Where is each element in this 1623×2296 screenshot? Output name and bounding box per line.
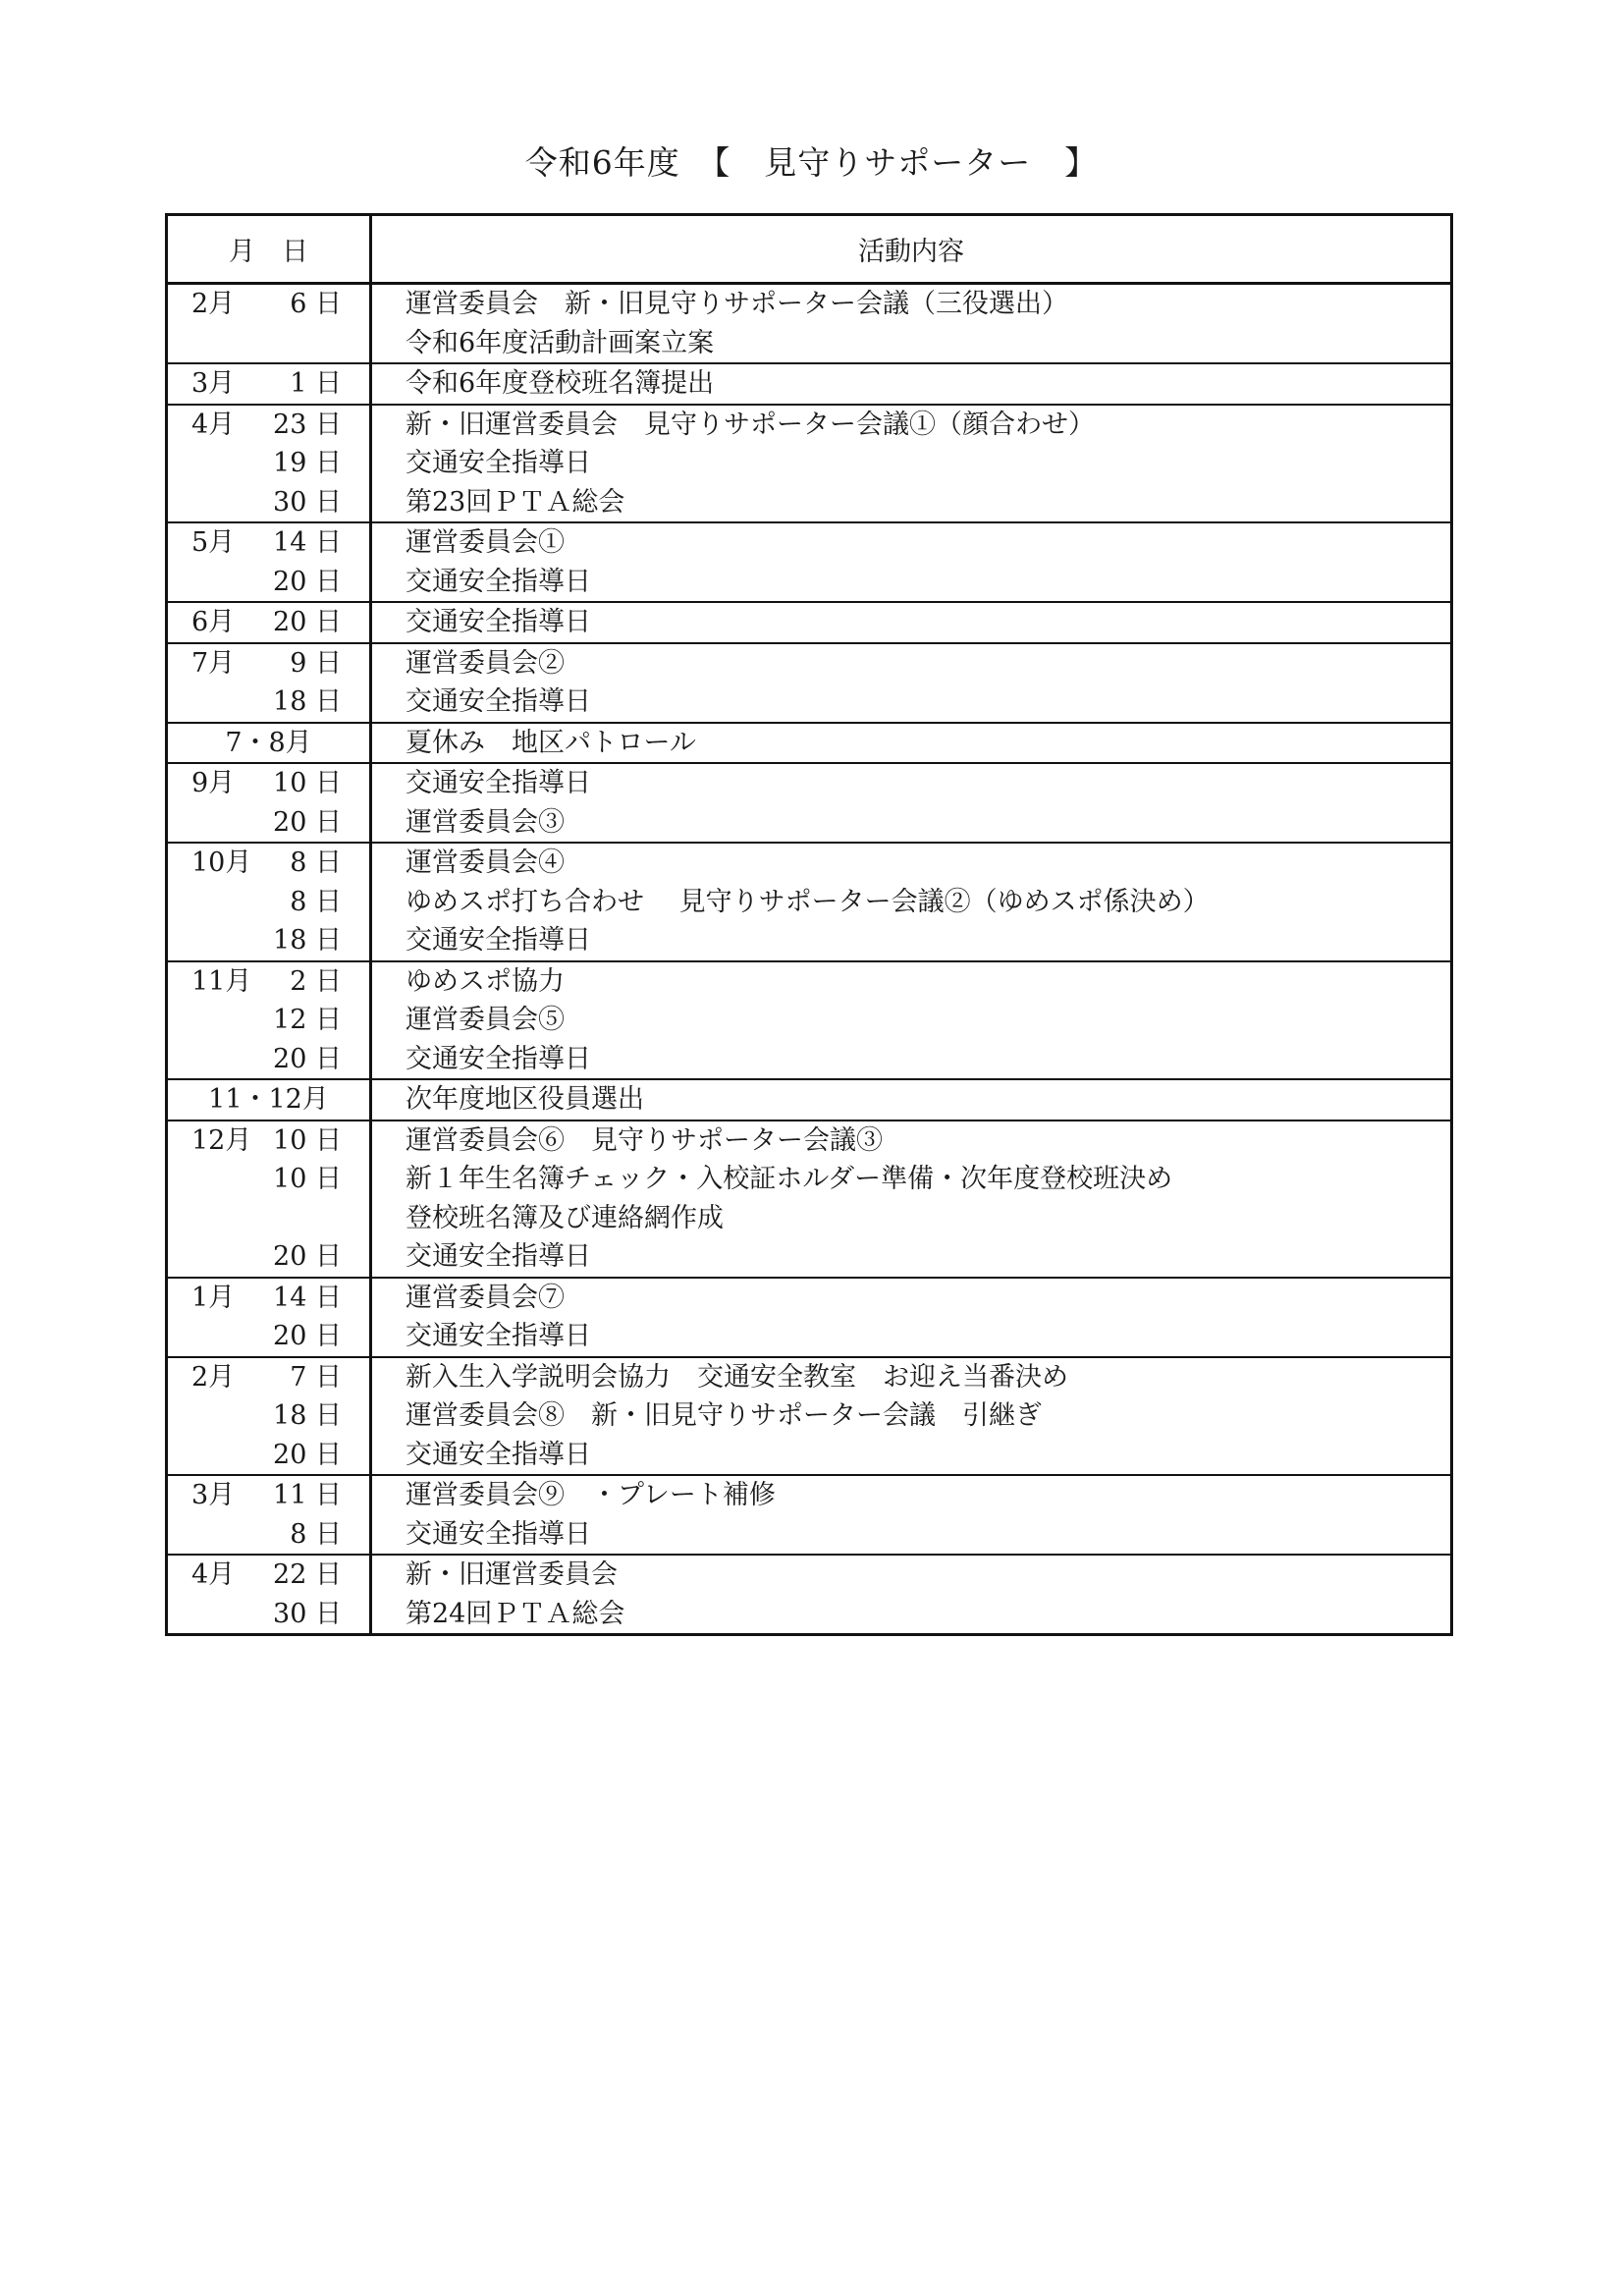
date-line [168,1040,369,1079]
month-span: 11・12月 [208,1084,329,1115]
date-cell [167,763,371,843]
date-line [168,523,369,563]
activity-text: 交通安全指導日 [406,1043,591,1074]
activity-text: 交通安全指導日 [406,1321,591,1351]
month-label: 4月 [191,409,236,440]
date-cell [167,602,371,643]
activity-text: 交通安全指導日 [406,1439,591,1470]
activity-text: ゆめスポ打ち合わせ 見守りサポーター会議②（ゆめスポ係決め） [406,886,1210,917]
day-label: 18 日 [273,1400,342,1431]
day-label: 10 日 [273,1124,342,1156]
table-row [167,284,1452,364]
activity-text: 交通安全指導日 [406,1241,591,1272]
month-label: 2月 [191,289,236,319]
activity-cell [371,1121,1452,1278]
month-label: 2月 [191,1361,236,1393]
day-label: 12 日 [273,1005,342,1035]
day-label: 9 日 [290,647,342,679]
day-label: 20 日 [273,1043,342,1074]
date-line [168,764,369,803]
day-label: 23 日 [273,409,342,440]
activity-text: ゆめスポ協力 [406,965,565,997]
activity-text: 登校班名簿及び連絡網作成 [406,1202,724,1233]
activity-column-header: 活動内容 [371,215,1452,284]
activity-text: 交通安全指導日 [406,686,591,717]
activity-text: 運営委員会 新・旧見守りサポーター会議（三役選出） [406,289,1068,319]
activity-text: 運営委員会② [406,647,565,679]
date-cell [167,363,371,405]
month-label: 9月 [191,768,236,798]
month-label: 5月 [191,527,236,558]
activity-text: 新・旧運営委員会 見守りサポーター会議①（顔合わせ） [406,409,1095,440]
day-label: 8 日 [290,847,342,878]
activity-text: 交通安全指導日 [406,607,591,637]
date-line [168,644,369,683]
date-line [168,444,369,483]
date-line [168,803,369,843]
table-row [167,602,1452,643]
date-line [168,603,369,642]
activity-text: 運営委員会④ [406,847,565,878]
activity-text: 令和6年度活動計画案立案 [406,327,715,358]
table-row [167,1555,1452,1635]
day-label: 10 日 [273,1164,342,1194]
activity-text: 運営委員会⑥ 見守りサポーター会議③ [406,1124,883,1156]
month-label: 3月 [191,1480,236,1510]
date-line [168,483,369,522]
activity-cell [371,405,1452,523]
date-line [168,1556,369,1595]
date-line [168,563,369,602]
date-line [168,844,369,883]
day-label: 8 日 [290,886,342,917]
date-line [168,962,369,1002]
month-span: 7・8月 [225,727,312,758]
table-row [167,405,1452,523]
date-line [168,1237,369,1277]
month-label: 6月 [191,607,236,637]
date-line [168,324,369,363]
activity-text: 新１年生名簿チェック・入校証ホルダー準備・次年度登校班決め [406,1164,1173,1194]
schedule-body [167,284,1452,1635]
activity-cell [371,843,1452,961]
table-row [167,363,1452,405]
date-line [168,1515,369,1555]
activity-cell [371,1475,1452,1555]
activity-text: 次年度地区役員選出 [406,1084,644,1115]
table-row [167,723,1452,764]
date-line [168,1358,369,1397]
month-label: 3月 [191,368,236,399]
day-label: 19 日 [273,448,342,478]
date-line [168,285,369,324]
date-line [168,1396,369,1436]
activity-text: 交通安全指導日 [406,925,591,956]
table-header-row [167,215,1452,284]
date-line [168,1121,369,1161]
activity-cell [371,522,1452,602]
activity-text: 交通安全指導日 [406,1518,591,1550]
month-label: 4月 [191,1559,236,1590]
month-label: 1月 [191,1282,236,1313]
day-label: 20 日 [273,566,342,597]
date-cell [167,961,371,1080]
date-line [168,1476,369,1515]
day-label: 18 日 [273,686,342,717]
activity-text: 交通安全指導日 [406,448,591,478]
date-cell [167,522,371,602]
date-line [168,1160,369,1199]
activity-cell [371,1555,1452,1635]
day-label: 30 日 [273,1598,342,1629]
activity-text: 夏休み 地区パトロール [406,727,696,758]
activity-text: 運営委員会① [406,527,565,558]
table-row [167,843,1452,961]
activity-cell [371,1278,1452,1357]
activity-text: 第23回ＰＴＡ総会 [406,486,625,518]
date-line [168,1001,369,1040]
activity-text: 運営委員会⑨ ・プレート補修 [406,1480,776,1510]
table-row [167,1475,1452,1555]
day-label: 20 日 [273,1439,342,1470]
activity-cell [371,763,1452,843]
activity-text: 令和6年度登校班名簿提出 [406,368,715,399]
schedule-table [165,213,1453,1636]
day-label: 20 日 [273,806,342,838]
date-line [168,1199,369,1238]
month-label: 10月 [191,847,252,878]
page-title: 令和6年度 【 見守りサポーター 】 [524,143,1099,182]
table-row [167,1121,1452,1278]
table-row [167,1079,1452,1121]
date-line [168,1279,369,1318]
activity-text: 運営委員会⑧ 新・旧見守りサポーター会議 引継ぎ [406,1400,1042,1431]
month-label: 7月 [191,647,236,679]
activity-cell [371,643,1452,723]
day-label: 11 日 [273,1480,342,1510]
activity-text: 運営委員会⑤ [406,1005,565,1035]
activity-text: 運営委員会③ [406,806,565,838]
date-cell [167,843,371,961]
date-line [168,1317,369,1356]
date-cell [167,1079,371,1121]
date-cell [167,284,371,364]
day-label: 6 日 [290,289,342,319]
day-label: 14 日 [273,527,342,558]
date-line [168,1595,369,1634]
table-row [167,1357,1452,1476]
date-cell [167,1121,371,1278]
table-row [167,763,1452,843]
day-label: 20 日 [273,1321,342,1351]
table-row [167,1278,1452,1357]
day-label: 22 日 [273,1559,342,1590]
month-label: 11月 [191,965,252,997]
date-line [168,364,369,404]
activity-cell [371,723,1452,764]
day-label: 18 日 [273,925,342,956]
activity-text: 第24回ＰＴＡ総会 [406,1598,625,1629]
table-row [167,522,1452,602]
day-label: 14 日 [273,1282,342,1313]
day-label: 8 日 [290,1518,342,1550]
activity-text: 新入生入学説明会協力 交通安全教室 お迎え当番決め [406,1361,1068,1393]
date-cell [167,1357,371,1476]
table-row [167,643,1452,723]
activity-cell [371,961,1452,1080]
date-cell [167,1475,371,1555]
activity-cell [371,284,1452,364]
activity-text: 新・旧運営委員会 [406,1559,618,1590]
date-cell [167,1555,371,1635]
activity-text: 運営委員会⑦ [406,1282,565,1313]
activity-cell [371,363,1452,405]
activity-cell [371,1079,1452,1121]
day-label: 2 日 [290,965,342,997]
date-line [168,921,369,960]
date-cell [167,405,371,523]
date-cell [167,1278,371,1357]
day-label: 10 日 [273,768,342,798]
day-label: 7 日 [290,1361,342,1393]
day-label: 20 日 [273,1241,342,1272]
activity-text: 交通安全指導日 [406,566,591,597]
date-column-header: 月 日 [167,215,371,284]
day-label: 1 日 [290,368,342,399]
date-cell [167,643,371,723]
table-row [167,961,1452,1080]
date-line [168,406,369,445]
activity-cell [371,602,1452,643]
date-line [168,683,369,722]
activity-cell [371,1357,1452,1476]
day-label: 30 日 [273,486,342,518]
date-line [168,883,369,922]
date-line [168,1436,369,1475]
activity-text: 交通安全指導日 [406,768,591,798]
day-label: 20 日 [273,607,342,637]
month-label: 12月 [191,1124,252,1156]
date-cell [167,723,371,764]
